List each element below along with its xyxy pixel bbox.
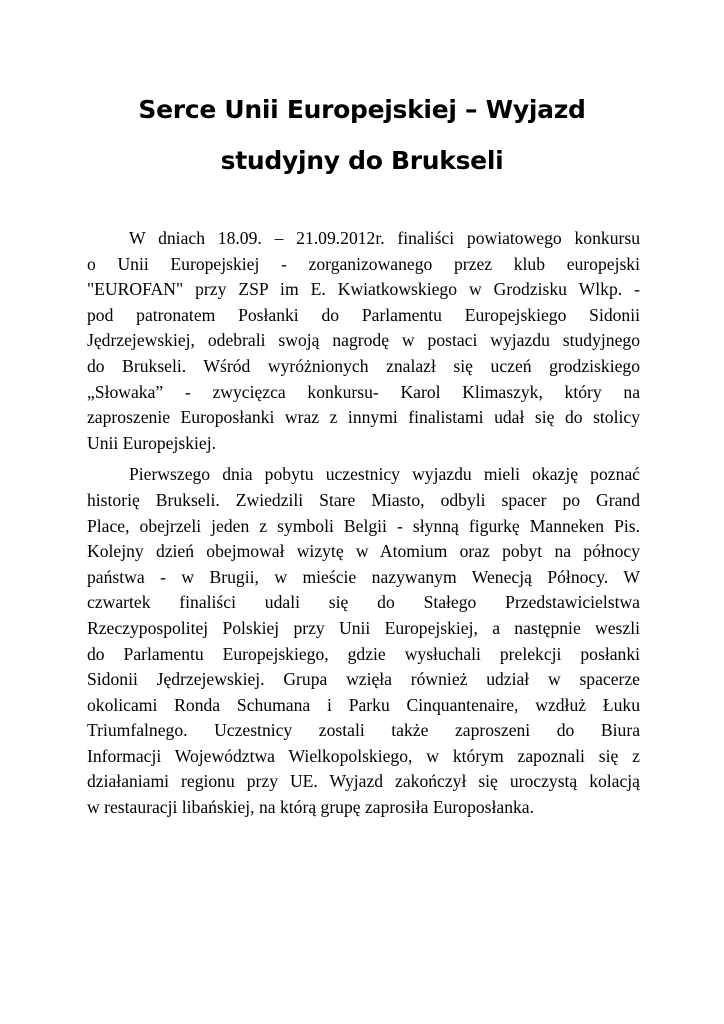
text-line: "EUROFAN" przy ZSP im E. Kwiatkowskiego w Grodzisku Wlkp. -	[87, 279, 640, 300]
text-line: Rzeczypospolitej Polskiej przy Unii Europejskiej, a następnie weszli	[87, 617, 640, 638]
text-line: W dniach 18.09. – 21.09.2012r. finaliści powiatowego konkursu	[129, 228, 640, 248]
text-line: Place, obejrzeli jeden z symboli Belgii - słynną figurkę Manneken Pis.	[87, 515, 640, 536]
text-line: czwartek finaliści udali się do Stałego Przedstawicielstwa	[87, 592, 640, 613]
text-line: Pierwszego dnia pobytu uczestnicy wyjazdu mieli okazję poznać	[129, 464, 640, 485]
title-line: studyjny do Brukseli	[220, 146, 504, 175]
document-title	[60, 84, 664, 186]
text-line: „Słowaka” - zwycięzca konkursu- Karol Klimaszyk, który na	[87, 381, 640, 402]
text-line: historię Brukseli. Zwiedzili Stare Miasto, odbyli spacer po Grand	[87, 489, 640, 510]
document-body	[87, 226, 640, 821]
text-line: do Brukseli. Wśród wyróżnionych znalazł się uczeń grodziskiego	[87, 355, 640, 376]
text-line: Kolejny dzień obejmował wizytę w Atomium oraz pobyt na północy	[87, 541, 640, 562]
text-line: Informacji Województwa Wielkopolskiego, w którym zapoznali się z	[87, 745, 640, 766]
text-line: państwa - w Brugii, w mieście nazywanym Wenecją Północy. W	[87, 566, 640, 587]
text-line: zaproszenie Europosłanki wraz z innymi finalistami udał się do stolicy	[87, 407, 640, 428]
text-line: do Parlamentu Europejskiego, gdzie wysłuchali prelekcji posłanki	[87, 643, 640, 664]
text-line: Jędrzejewskiej, odebrali swoją nagrodę w postaci wyjazdu studyjnego	[87, 330, 640, 351]
title-line: Serce Unii Europejskiej – Wyjazd	[138, 95, 586, 124]
text-line: działaniami regionu przy UE. Wyjazd zakończył się uroczystą kolacją	[87, 771, 640, 792]
text-line: Triumfalnego. Uczestnicy zostali także zaproszeni do Biura	[87, 720, 640, 741]
paragraph-2	[87, 462, 640, 820]
text-line: pod patronatem Posłanki do Parlamentu Europejskiego Sidonii	[87, 304, 640, 325]
text-line: Unii Europejskiej.	[87, 432, 216, 453]
paragraph-1	[87, 226, 640, 456]
text-line: o Unii Europejskiej - zorganizowanego przez klub europejski	[87, 253, 640, 274]
text-line: okolicami Ronda Schumana i Parku Cinquantenaire, wzdłuż Łuku	[87, 694, 640, 715]
text-line: Sidonii Jędrzejewskiej. Grupa wzięła również udział w spacerze	[87, 669, 640, 690]
text-line: w restauracji libańskiej, na którą grupę zaprosiła Europosłanka.	[87, 797, 535, 818]
